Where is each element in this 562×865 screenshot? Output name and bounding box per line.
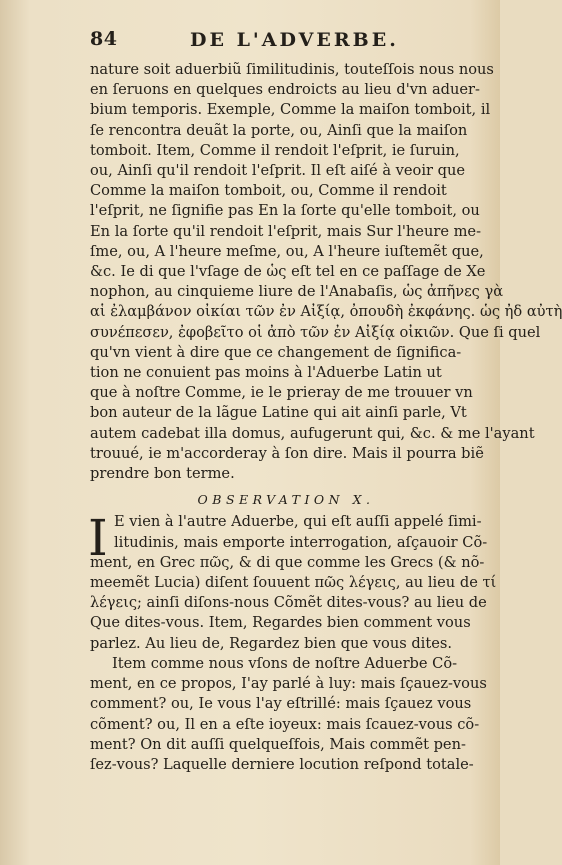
page-header (90, 28, 482, 54)
drop-cap: I (88, 509, 108, 568)
text-line: bon auteur de la lãgue Latine qui ait ainſi parle, Vt (90, 404, 467, 422)
page-number: 84 (90, 28, 118, 50)
text-line: nature soit aduerbiũ ſimilitudinis, touteſſois nous nous (90, 61, 494, 78)
section-heading: OBSERVATION X. (197, 492, 375, 508)
text-line: ment? On dit auſſi quelqueſfois, Mais commẽt pen- (90, 735, 466, 753)
paragraph-2 (88, 509, 497, 653)
greek-line: αἱ ἐλαμβάνον οἰκίαι τῶν ἐν Αἰξίᾳ, ὀπουδὴ ἐκφάνης. ὡς ἠδ αὐτὴ (90, 303, 562, 321)
paragraph-3 (90, 654, 487, 775)
text-line: ment, en Grec πῶς, & di que comme les Grecs (& nõ- (90, 553, 485, 571)
text-line: que à noſtre Comme, ie le prieray de me trouuer vn (90, 384, 473, 402)
text-line: autem cadebat illa domus, aufugerunt qui, &c. & me l'ayant (90, 424, 535, 442)
text-line: nophon, au cinquieme liure de l'Anabaſis, ὡς ἀπῆνες γὰ (90, 283, 504, 301)
text-line: tomboit. Item, Comme il rendoit l'eſprit, ie ſuruin, (90, 141, 460, 159)
text-line: comment? ou, Ie vous l'ay eſtrillé: mais ſçauez vous (90, 695, 472, 713)
running-head: DE L'ADVERBE. (190, 29, 399, 51)
text-line: λέγεις; ainſi diſons-nous Cõmẽt dites-vous? au lieu de (90, 594, 487, 612)
text-line: litudinis, mais emporte interrogation, aſçauoir Cõ- (114, 533, 488, 551)
paragraph-1 (90, 60, 562, 484)
text-line: l'eſprit, ne ſignifie pas En la ſorte qu'elle tomboit, ou (90, 202, 480, 220)
text-line: trouué, ie m'accorderay à ſon dire. Mais il pourra biẽ (90, 444, 484, 462)
text-line: parlez. Au lieu de, Regardez bien que vous dites. (90, 634, 452, 652)
text-line: bium temporis. Exemple, Comme la maiſon tomboit, il (90, 101, 491, 119)
text-line: Comme la maiſon tomboit, ou, Comme il rendoit (90, 182, 447, 200)
text-line: en ſeruons en quelques endroicts au lieu d'vn aduer- (90, 81, 480, 99)
text-line: ſez-vous? Laquelle derniere locution reſpond totale- (90, 755, 474, 773)
text-line: tion ne conuient pas moins à l'Aduerbe Latin ut (90, 364, 442, 382)
text-line: ſe rencontra deuãt la porte, ou, Ainſi que la maiſon (90, 121, 468, 139)
text-line: qu'vn vient à dire que ce changement de ſignifica- (90, 343, 462, 361)
text-line: ment, en ce propos, I'ay parlé à luy: mais ſçauez-vous (90, 675, 487, 693)
text-line: Que dites-vous. Item, Regardes bien comment vous (90, 614, 471, 632)
text-line: meemẽt Lucia) diſent ſouuent πῶς λέγεις, au lieu de τί (90, 574, 497, 592)
text-line: E vien à l'autre Aduerbe, qui eſt auſſi appelé ſimi- (114, 513, 482, 531)
text-line: ou, Ainſi qu'il rendoit l'eſprit. Il eſt aiſé à veoir que (90, 162, 465, 180)
text-line: En la ſorte qu'il rendoit l'eſprit, mais Sur l'heure me- (90, 222, 482, 240)
text-line: ſme, ou, A l'heure meſme, ou, A l'heure iuſtemẽt que, (90, 242, 484, 260)
body-text (88, 60, 562, 775)
greek-line: συνέπεσεν, ἐφοβεῖτο οἱ ἀπὸ τῶν ἐν Αἰξίᾳ οἰκιῶν. Que ſi quel (90, 323, 541, 341)
text-line: cõment? ou, Il en a eſte ioyeux: mais ſcauez-vous cõ- (90, 715, 480, 733)
text-line: prendre bon terme. (90, 465, 235, 483)
text-line: Item comme nous vſons de noſtre Aduerbe Cõ- (112, 654, 458, 672)
text-line: &c. Ie di que l'vſage de ὡς eſt tel en ce paſſage de Xe (90, 263, 486, 281)
